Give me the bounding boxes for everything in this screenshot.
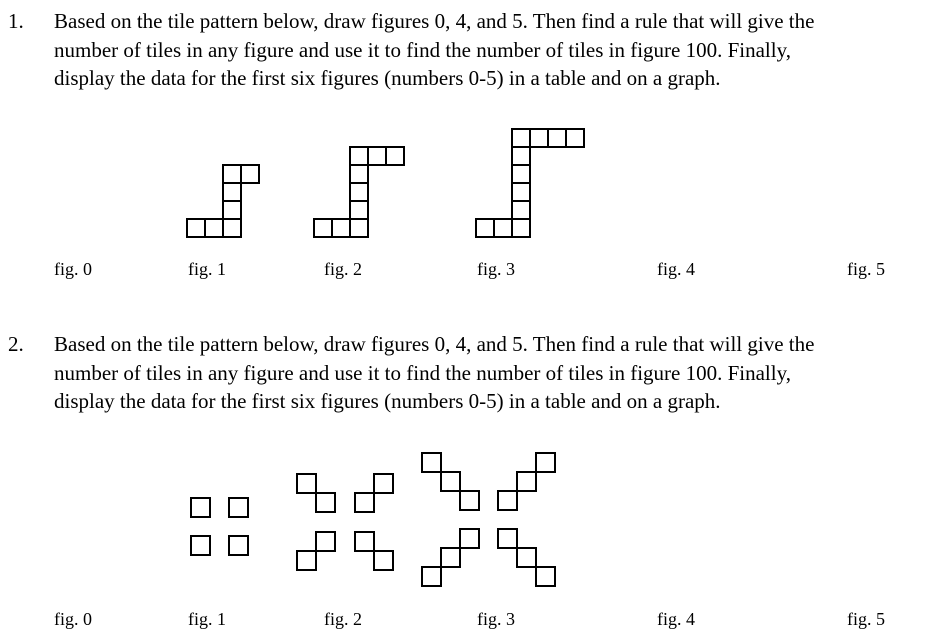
problem-2-line-3: display the data for the first six figures (numbers 0-5) in a table and on a graph. — [54, 389, 721, 413]
problem-2-fig-3-label: fig. 3 — [477, 609, 515, 629]
problem-2-figure-2 — [297, 474, 393, 570]
problem-2-line-2: number of tiles in any figure and use it to find the number of tiles in figure 100. Finally, — [54, 360, 791, 385]
problem-2-fig-5-label: fig. 5 — [847, 609, 885, 629]
problem-1-fig-2-label: fig. 2 — [324, 259, 362, 279]
problem-1-fig-4-label: fig. 4 — [657, 259, 695, 279]
problem-1-fig-1-label: fig. 1 — [188, 259, 226, 279]
problem-1-line-3: display the data for the first six figures (numbers 0-5) in a table and on a graph. — [54, 66, 721, 90]
problem-2-figure-1 — [191, 498, 248, 555]
problem-2-fig-0-label: fig. 0 — [54, 609, 92, 629]
problem-2-text — [54, 330, 939, 416]
problem-1-fig-0-label: fig. 0 — [54, 259, 92, 279]
problem-1-line-2: number of tiles in any figure and use it to find the number of tiles in figure 100. Finally, — [54, 37, 791, 62]
problem-1-figure-1 — [187, 165, 259, 237]
problem-2-fig-1-label: fig. 1 — [188, 609, 226, 629]
problem-2-fig-4-label: fig. 4 — [657, 609, 695, 629]
problem-1-fig-5-label: fig. 5 — [847, 259, 885, 279]
problem-2-figure-3 — [422, 453, 555, 586]
problem-1-figure-2 — [314, 147, 404, 237]
problem-1-number: 1. — [8, 9, 24, 33]
problem-2-number: 2. — [8, 332, 24, 356]
problem-1-fig-3-label: fig. 3 — [477, 259, 515, 279]
problem-1-line-1: Based on the tile pattern below, draw figures 0, 4, and 5. Then find a rule that will give the — [54, 9, 815, 33]
problem-2-fig-2-label: fig. 2 — [324, 609, 362, 629]
problem-2-line-1: Based on the tile pattern below, draw figures 0, 4, and 5. Then find a rule that will give the — [54, 332, 815, 356]
problem-1-figure-3 — [476, 129, 584, 237]
